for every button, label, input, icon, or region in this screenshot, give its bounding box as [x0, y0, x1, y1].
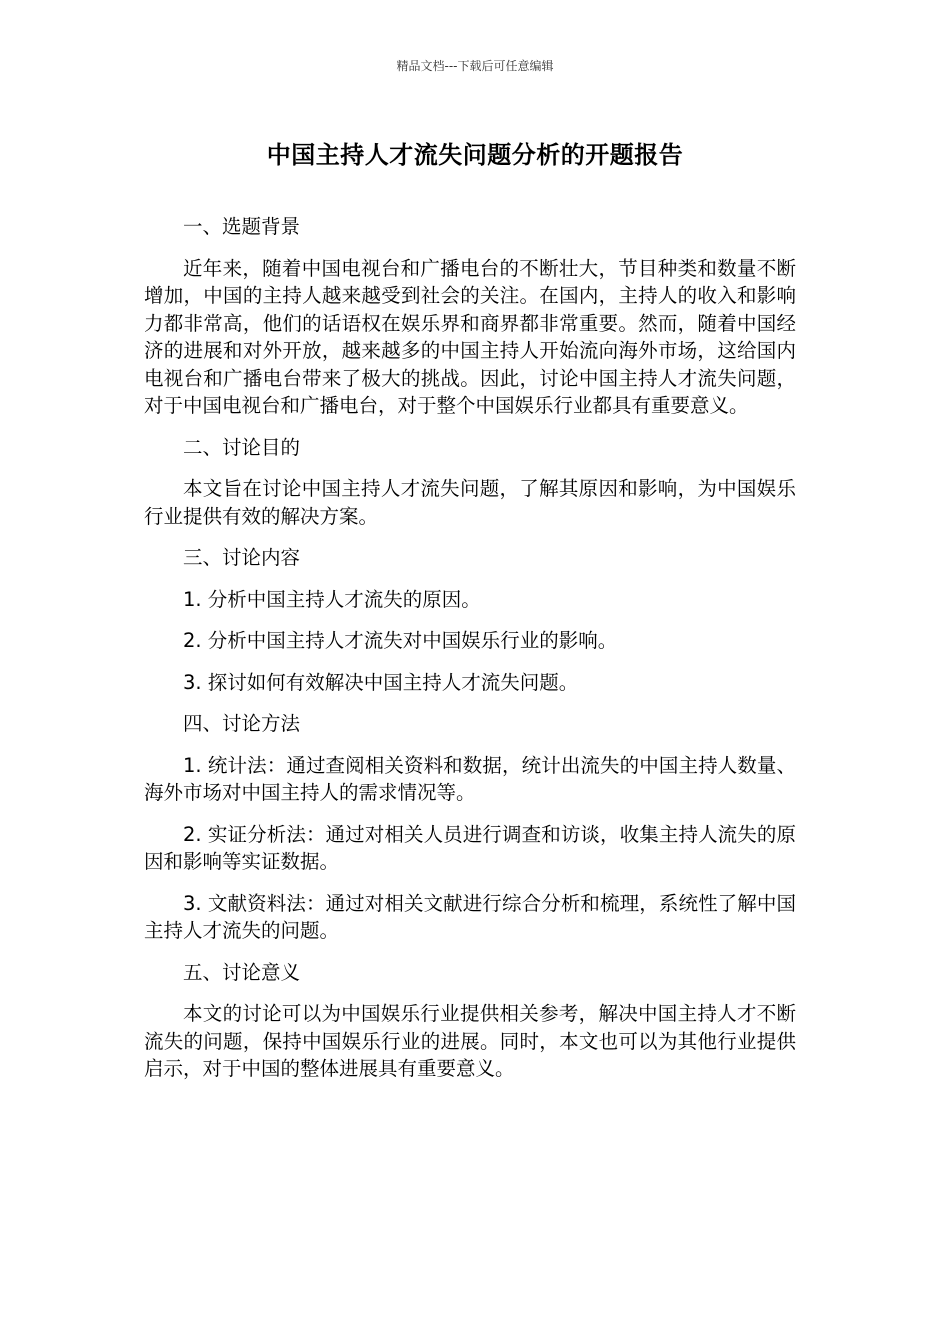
section-heading-content: 三、讨论内容	[183, 546, 301, 569]
section-heading-background: 一、选题背景	[183, 215, 301, 238]
section-heading-significance: 五、讨论意义	[183, 960, 301, 984]
document-body	[144, 213, 796, 1097]
method-item-1: 1. 统计法：通过查阅相关资料和数据，统计出流失的中国主持人数量、海外市场对中国主持人的需求情况等。	[144, 753, 796, 804]
section-heading-methods: 四、讨论方法	[183, 712, 301, 735]
method-item-3: 3. 文献资料法：通过对相关文献进行综合分析和梳理，系统性了解中国主持人才流失的问题。	[144, 891, 796, 942]
section-heading-purpose: 二、讨论目的	[183, 435, 301, 459]
content-item-1: 1. 分析中国主持人才流失的原因。	[183, 587, 481, 611]
content-item-2: 2. 分析中国主持人才流失对中国娱乐行业的影响。	[183, 629, 618, 652]
purpose-paragraph: 本文旨在讨论中国主持人才流失问题，了解其原因和影响，为中国娱乐行业提供有效的解决方案。	[144, 477, 796, 528]
page-header: 精品文档---下载后可任意编辑	[396, 59, 554, 73]
background-paragraph: 近年来，随着中国电视台和广播电台的不断壮大，节目种类和数量不断增加，中国的主持人越来越受到社会的关注。在国内，主持人的收入和影响力都非常高，他们的话语权在娱乐界和商界都非常重要。然而，随着中国经济的进展和对外开放，越来越多的中国主持人开始流向海外市场，这给国内电视台和广播电台带来了极大的挑战。因此，讨论中国主持人才流失问题，对于中国电视台和广播电台，对于整个中国娱乐行业都具有重要意义。	[144, 256, 796, 417]
method-item-2: 2. 实证分析法：通过对相关人员进行调查和访谈，收集主持人流失的原因和影响等实证数据。	[144, 822, 796, 873]
content-item-3: 3. 探讨如何有效解决中国主持人才流失问题。	[183, 670, 579, 694]
document-title: 中国主持人才流失问题分析的开题报告	[266, 141, 684, 169]
significance-paragraph: 本文的讨论可以为中国娱乐行业提供相关参考，解决中国主持人才不断流失的问题，保持中国娱乐行业的进展。同时，本文也可以为其他行业提供启示，对于中国的整体进展具有重要意义。	[144, 1002, 796, 1080]
